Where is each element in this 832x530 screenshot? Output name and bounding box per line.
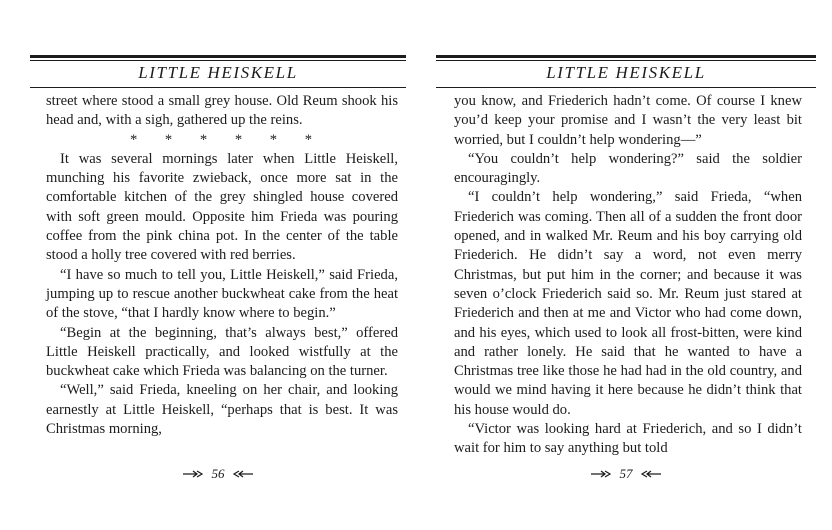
paragraph: you know, and Friederich hadn’t come. Of course I knew you’d keep your promise and I wasn’t the very least bit worried, but I couldn’t help wondering—” — [454, 93, 802, 148]
page-body-text — [454, 92, 802, 459]
page-number: 57 — [619, 466, 633, 482]
paragraph: “Victor was looking hard at Friederich, and so I didn’t wait for him to say anything but told — [454, 421, 802, 457]
paragraph: “Begin at the beginning, that’s always best,” offered Little Heiskell practically, and looked wistfully at the buckwheat cake which Frieda was balancing on the turner. — [46, 324, 398, 380]
left-ornament-icon — [182, 470, 204, 478]
paragraph: It was several mornings later when Little Heiskell, munching his favorite zwieback, once more sat in the comfortable kitchen of the grey shingled house covered with soft green mould. Opposite him Frieda was pouring coffee from the pink china pot. In the center of the table stood a holly tree covered with red berries. — [46, 150, 398, 264]
running-head: LITTLE HEISKELL — [546, 63, 706, 82]
paragraph: “You couldn’t help wondering?” said the soldier encouragingly. — [454, 150, 802, 187]
right-ornament-icon — [640, 470, 662, 478]
page-body-text — [46, 92, 398, 439]
header-double-rule-thin — [436, 60, 816, 61]
header-double-rule-thick — [30, 55, 406, 58]
page-number-footer — [436, 465, 816, 482]
header-underline-rule — [30, 87, 406, 88]
page-number-footer — [30, 465, 406, 482]
paragraph: street where stood a small grey house. Old Reum shook his head and, with a sigh, gathered up the reins. — [46, 93, 398, 129]
header-underline-rule — [436, 87, 816, 88]
left-page — [30, 0, 406, 530]
left-ornament-icon — [590, 470, 612, 478]
paragraph: “I couldn’t help wondering,” said Frieda, “when Friederich was coming. Then all of a sudden the front door opened, and in walked Mr. Reum and his boy carrying old Friederich. He didn’t say a word, not even merry Christmas, but put him in the corner; and because it was seven o’clock Friederich said so. Mr. Reum just stared at Friederich and then at me and Victor who had come down, and his eyes, which used to look all frost-bitten, were kind and rather lonely. He said that he wanted to have a Christmas tree like those he had had in the old country, and would we mind having it here because he didn’t think that his house would do. — [454, 189, 802, 418]
right-page — [436, 0, 816, 530]
right-ornament-icon — [232, 470, 254, 478]
header-double-rule-thin — [30, 60, 406, 61]
running-head: LITTLE HEISKELL — [138, 63, 298, 82]
section-break-asterisks: * * * * * * — [129, 131, 325, 148]
page-number: 56 — [211, 466, 225, 482]
paragraph: “I have so much to tell you, Little Heiskell,” said Frieda, jumping up to rescue another buckwheat cake from the heat of the stove, “that I hardly know where to begin.” — [46, 266, 398, 322]
header-double-rule-thick — [436, 55, 816, 58]
paragraph: “Well,” said Frieda, kneeling on her chair, and looking earnestly at Little Heiskell, “perhaps that is best. It was Christmas morning, — [46, 382, 398, 438]
